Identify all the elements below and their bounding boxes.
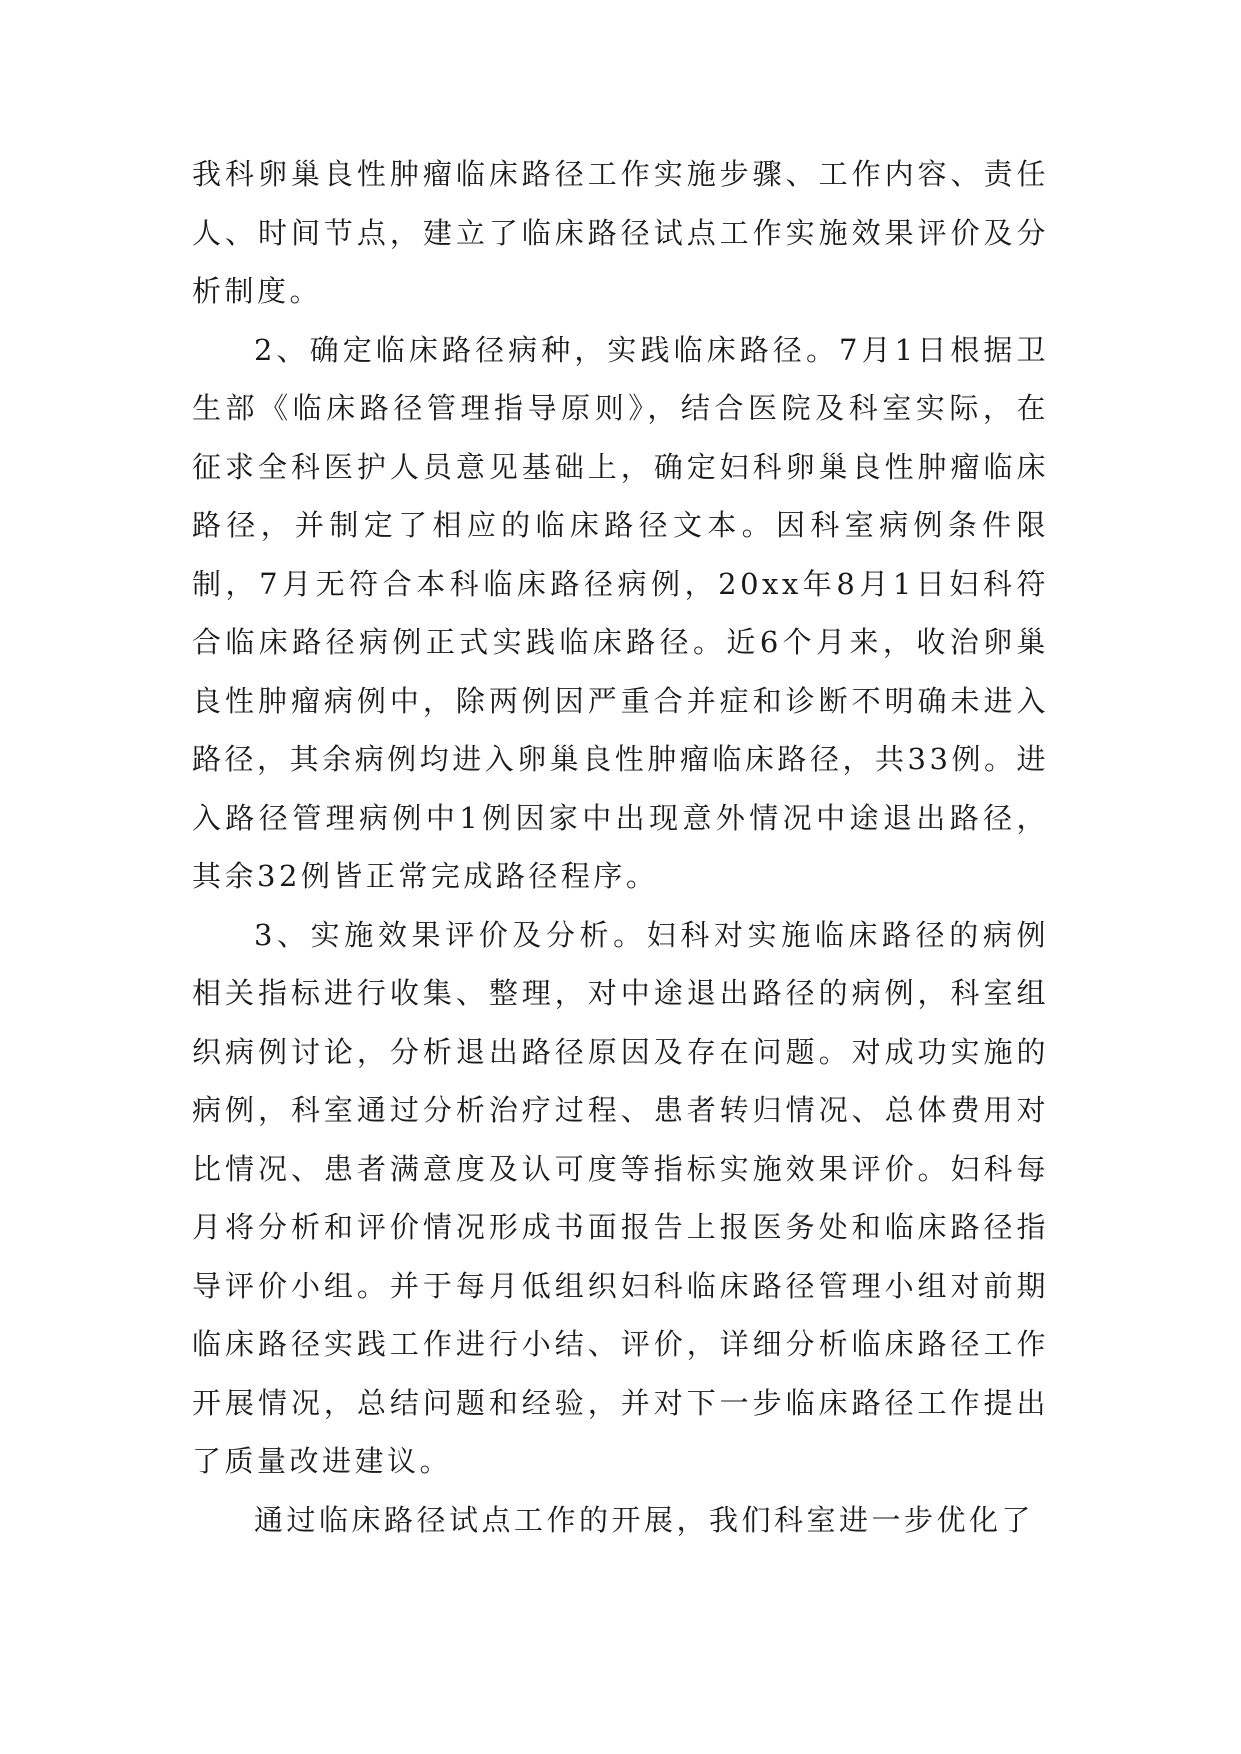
paragraph-conclusion: 通过临床路径试点工作的开展，我们科室进一步优化了 xyxy=(254,1502,1035,1537)
paragraph-continuation: 我科卵巢良性肿瘤临床路径工作实施步骤、工作内容、责任人、时间节点，建立了临床路径试点工作实施效果评价及分析制度。 xyxy=(192,157,1049,308)
paragraph-item-2: 2、确定临床路径病种，实践临床路径。7月1日根据卫生部《临床路径管理指导原则》，结合医院及科室实际，在征求全科医护人员意见基础上，确定妇科卵巢良性肿瘤临床路径，并制定了相应的临床路径文本。因科室病例条件限制，7月无符合本科临床路径病例，20xx年8月1日妇科符合临床路径病例正式实践临床路径。近6个月来，收治卵巢良性肿瘤病例中，除两例因严重合并症和诊断不明确未进入路径，其余病例均进入卵巢良性肿瘤临床路径，共33例。进入路径管理病例中1例因家中出现意外情况中途退出路径，其余32例皆正常完成路径程序。 xyxy=(192,332,1049,893)
document-body xyxy=(192,145,1049,1549)
paragraph-item-3: 3、实施效果评价及分析。妇科对实施临床路径的病例相关指标进行收集、整理，对中途退出路径的病例，科室组织病例讨论，分析退出路径原因及存在问题。对成功实施的病例，科室通过分析治疗过程、患者转归情况、总体费用对比情况、患者满意度及认可度等指标实施效果评价。妇科每月将分析和评价情况形成书面报告上报医务处和临床路径指导评价小组。并于每月低组织妇科临床路径管理小组对前期临床路径实践工作进行小结、评价，详细分析临床路径工作开展情况，总结问题和经验，并对下一步临床路径工作提出了质量改进建议。 xyxy=(192,917,1049,1478)
